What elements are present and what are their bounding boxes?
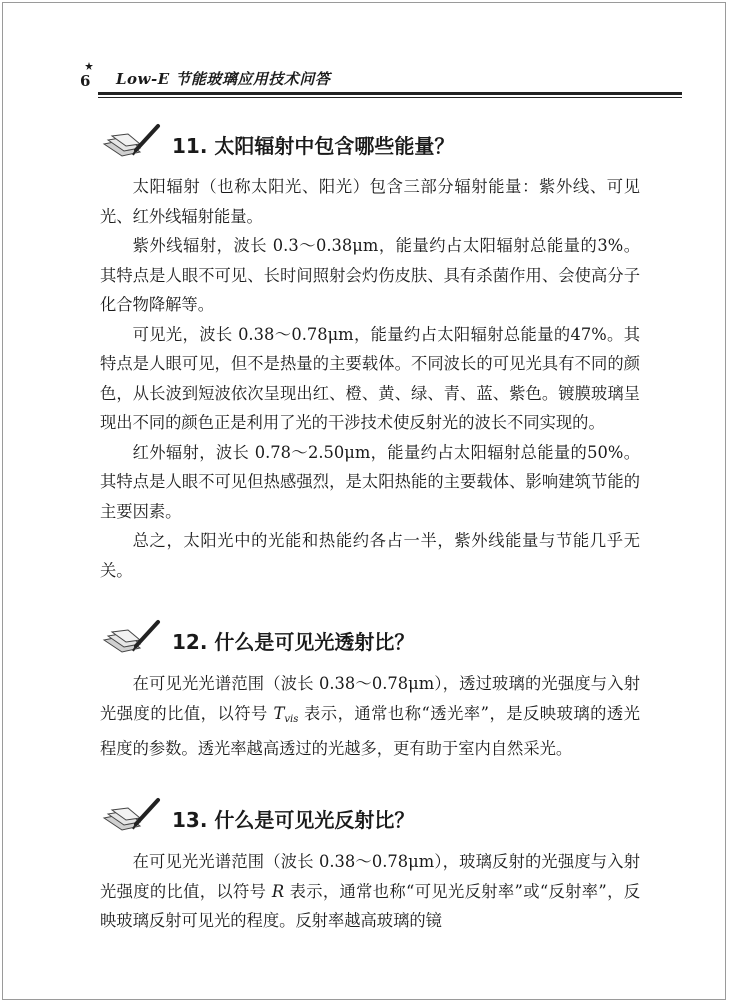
running-header bbox=[62, 56, 682, 100]
paragraph: 总之，太阳光中的光能和热能约各占一半，紫外线能量与节能几乎无关。 bbox=[100, 531, 640, 580]
paragraph: 紫外线辐射，波长 0.3～0.38μm，能量约占太阳辐射总能量的3%。其特点是人眼不可见、长时间照射会灼伤皮肤、具有杀菌作用、会使高分子化合物降解等。 bbox=[100, 236, 640, 314]
paragraph: 红外辐射，波长 0.78～2.50μm，能量约占太阳辐射总能量的50%。其特点是人眼不可见但热感强烈，是太阳热能的主要载体、影响建筑节能的主要因素。 bbox=[100, 442, 640, 521]
paragraph: 太阳辐射（也称太阳光、阳光）包含三部分辐射能量：紫外线、可见光、红外线辐射能量。 bbox=[100, 177, 640, 226]
section-12-body bbox=[100, 669, 640, 764]
symbol: R bbox=[271, 881, 285, 901]
paragraph: 在可见光光谱范围（波长 0.38～0.78μm），玻璃反射的光强度与入射光强度的比值，以符号 R 表示，通常也称“可见光反射率”或“反射率”，反映玻璃反射可见光的程度。反射率越高玻璃的镜 bbox=[100, 852, 640, 930]
book-title: Low-E 节能玻璃应用技术问答 bbox=[116, 70, 331, 88]
section-title: 13. 什么是可见光反射比？ bbox=[172, 808, 415, 832]
header-rule-thin bbox=[98, 97, 682, 98]
book-pen-icon bbox=[100, 618, 164, 658]
book-pen-icon bbox=[100, 796, 164, 836]
book-pen-icon bbox=[100, 122, 164, 162]
symbol-subscript: vis bbox=[284, 713, 299, 725]
section-title: 11. 太阳辐射中包含哪些能量？ bbox=[172, 134, 455, 158]
section-13-body bbox=[100, 847, 640, 936]
paragraph: 在可见光光谱范围（波长 0.38～0.78μm），透过玻璃的光强度与入射光强度的比值，以符号 $T_{vis}$ 表示，通常也称“透光率”，是反映玻璃的透光程度的参数。透光率越高透过的光越多，更有助于室内自然采光。 bbox=[100, 674, 640, 758]
section-title: 12. 什么是可见光透射比？ bbox=[172, 630, 415, 654]
page-number: 6 bbox=[80, 72, 91, 90]
section-11-body bbox=[100, 172, 640, 585]
symbol: T bbox=[273, 703, 285, 723]
paragraph: 可见光，波长 0.38～0.78μm，能量约占太阳辐射总能量的47%。其特点是人眼可见，但不是热量的主要载体。不同波长的可见光具有不同的颜色，从长波到短波依次呈现出红、橙、黄、绿、青、蓝、紫色。镀膜玻璃呈现出不同的颜色正是利用了光的干涉技术使反射光的波长不同实现的。 bbox=[100, 324, 640, 432]
header-rule bbox=[98, 92, 682, 95]
